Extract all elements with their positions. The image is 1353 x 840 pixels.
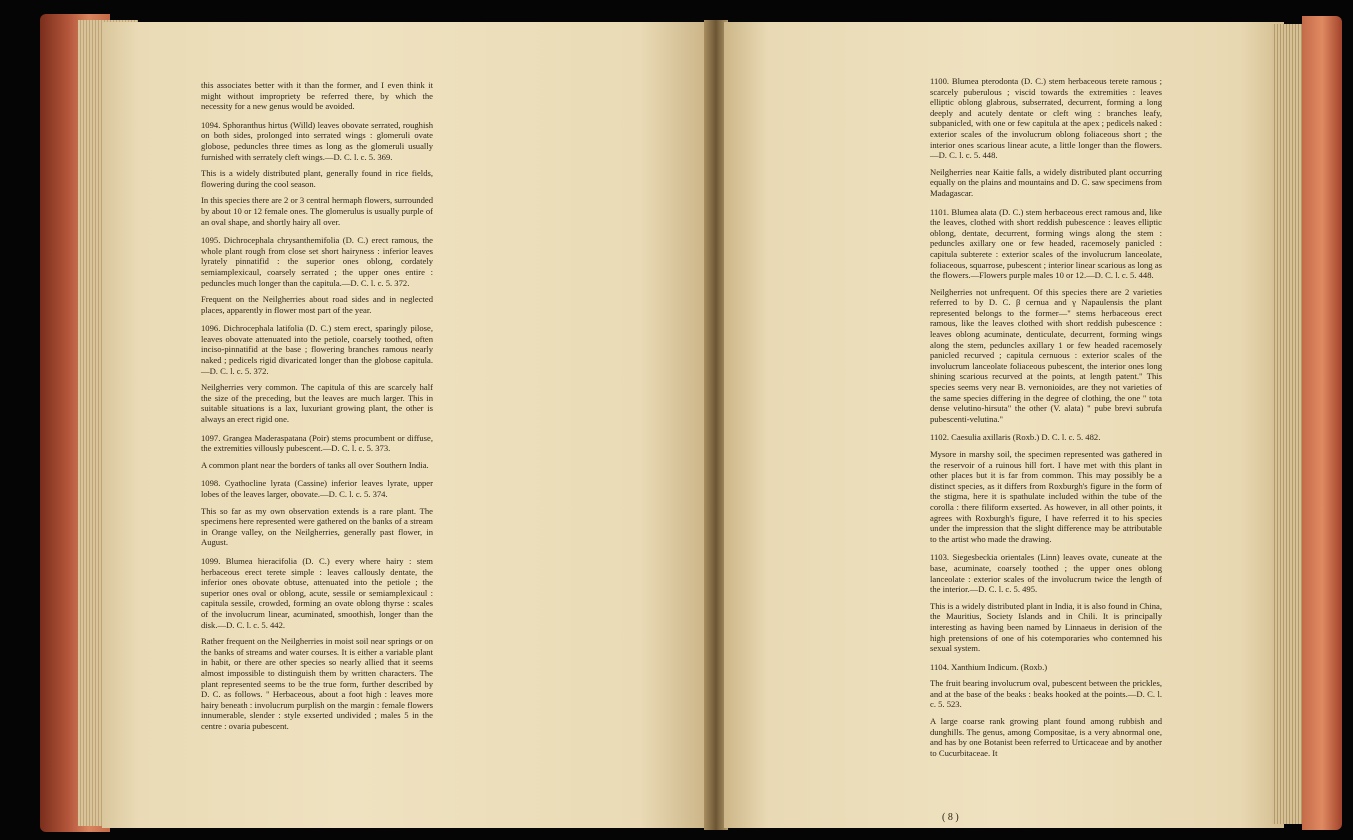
right-paragraph: 1104. Xanthium Indicum. (Roxb.) xyxy=(930,661,1048,672)
left-paragraph: this associates better with it than the former, and I even think it might without impropriety be referred there, by which the necessity for a new genus would be avoided. xyxy=(201,80,433,112)
left-paragraph: Frequent on the Neilgherries about road sides and in neglected places, apparently in flower most part of the year. xyxy=(201,294,433,315)
right-paragraph: The fruit bearing involucrum oval, pubescent between the prickles, and at the base of the beaks : beaks hooked at the points.—D. C. l. c. 5. 523. xyxy=(930,678,1162,710)
right-paragraph: A large coarse rank growing plant found among rubbish and dunghills. The genus, among Compositae, is a very abnormal one, and has by one Botanist been referred to Urticaceae and by another to Cucurbitaceae. It xyxy=(930,716,1162,758)
right-paragraph: Mysore in marshy soil, the specimen represented was gathered in the reservoir of a ruinous hill fort. I have met with this plant in other places but it is far from common. This may possibly be a distinct species, as it differs from Roxburgh's figure in the form of the stigma, here it is spathulate included within the tube of the corolla : there filiform exserted. As however, in all other points, it agrees with Roxburgh's figure, I have referred it to his species under the impression that the slight difference may be attributable to the artist who made the drawing. xyxy=(930,449,1162,544)
left-paragraph: 1094. Sphoranthus hirtus (Willd) leaves obovate serrated, roughish on both sides, prolonged into serrated wings : glomeruli ovate globose, peduncles three times as long as the glomeruli usually furnished with serrately cleft wings.—D. C. l. c. 5. 369. xyxy=(201,119,433,162)
left-paragraph: 1095. Dichrocephala chrysanthemifolia (D. C.) erect ramous, the whole plant rough from close set short hairyness : inferior leaves lyrately pinnatifid : the superior ones oblong, cordately semiamplexicaul, coarsely serrated ; the upper ones entire : peduncles much longer than the capitula.—D. C. l. c. 5. 372. xyxy=(201,235,433,288)
left-paragraph: 1099. Blumea hieracifolia (D. C.) every where hairy : stem herbaceous erect terete simple : leaves callously dentate, the inferior ones obovate obtuse, attenuated into the petiole ; the superior ones oval or oblong, acute, sessile or semiamplexicaul : capitula sessile, crowded, forming an ovate oblong thyrse : scales of the involucrum linear, acuminated, smoothish, longer than the disk.—D. C. l. c. 5. 442. xyxy=(201,555,433,630)
right-paragraph: This is a widely distributed plant in India, it is also found in China, the Mauritius, Society Islands and in Chili. It is principally interesting as having been named by Linnaeus in derision of the high pretensions of one of his cotemporaries who contemned his sexual system. xyxy=(930,600,1162,654)
left-paragraph: 1097. Grangea Maderaspatana (Poir) stems procumbent or diffuse, the extremities villously pubescent.—D. C. l. c. 5. 373. xyxy=(201,432,433,454)
right-paragraph: 1103. Siegesbeckia orientales (Linn) leaves ovate, cuneate at the base, acuminate, coarsely toothed ; the upper ones oblong lanceolate : exterior scales of the involucrum twice the length of the interior.—D. C. l. c. 5. 495. xyxy=(930,552,1162,595)
left-paragraph: This is a widely distributed plant, generally found in rice fields, flowering during the cool season. xyxy=(201,168,433,189)
left-paragraph: 1098. Cyathocline lyrata (Cassine) inferior leaves lyrate, upper lobes of the leaves larger, obovate.—D. C. l. c. 5. 374. xyxy=(201,478,433,499)
right-page-text xyxy=(930,76,1162,764)
right-paragraph: Neilgherries near Kaitie falls, a widely distributed plant occurring equally on the plains and mountains and D. C. saw specimens from Madagascar. xyxy=(930,166,1162,198)
left-paragraph: Rather frequent on the Neilgherries in moist soil near springs or on the banks of streams and water courses. It is either a variable plant in habit, or there are other species so nearly allied that it seems almost impossible to distinguish them by written characters. The plant represented seems to be the true form, further described by D. C. as follows. " Herbaceous, about a foot high : leaves more hairy beneath : involucrum purplish on the margin : female flowers innumerable, slender : style exserted undivided ; males 5 in the centre : ovaria pubescent. xyxy=(201,636,433,731)
left-paragraph: 1096. Dichrocephala latifolia (D. C.) stem erect, sparingly pilose, leaves obovate attenuated into the petiole, coarsely toothed, often inciso-pinnatifid at the base ; flowering branches ramous nearly naked ; pedicels rigid divaricated longer than the globose capitula.—D. C. l. c. 5. 372. xyxy=(201,323,433,376)
left-paragraph: Neilgherries very common. The capitula of this are scarcely half the size of the preceding, but the leaves are much larger. This in suitable situations is a lax, luxuriant growing plant, the other is always an erect rigid one. xyxy=(201,382,433,425)
left-page-text xyxy=(201,80,433,737)
page-number: ( 8 ) xyxy=(942,812,959,823)
left-paragraph: A common plant near the borders of tanks all over Southern India. xyxy=(201,459,429,470)
right-paragraph: 1101. Blumea alata (D. C.) stem herbaceous erect ramous and, like the leaves, clothed with short reddish pubescence : leaves elliptic oblong, dentate, decurrent, forming wings along the stem : peduncles axillary one or few headed, racemosely panicled : capitula subterete : exterior scales of the involucrum lanceolate, foliaceous, squarrose, pubescent ; interior linear scarious as long as the flowers.—Flowers purple males 10 or 12.—D. C. l. c. 5. 448. xyxy=(930,206,1162,281)
left-paragraph: This so far as my own observation extends is a rare plant. The specimens here represented were gathered on the banks of a stream in Orange valley, on the Neilgherries, generally past flower, in August. xyxy=(201,505,433,548)
right-paragraph: 1100. Blumea pterodonta (D. C.) stem herbaceous terete ramous ; scarcely puberulous ; viscid towards the extremities : leaves elliptic oblong glabrous, subserrated, decurrent, forming a long deeply and acutely dentate or cleft wing : branches leafy, subpanicled, with one or few capitula at the apex ; pedicels naked : exterior scales of the involucrum oblong foliaceous short ; the interior ones scarious linear acute, a little longer than the flowers.—D. C. l. c. 5. 448. xyxy=(930,76,1162,161)
right-paragraph: Neilgherries not unfrequent. Of this species there are 2 varieties referred to by D. C. β cernua and γ Napaulensis the plant represented belongs to the former—" stems herbaceous erect ramous, like the leaves clothed with short reddish pubescence : leaves oblong acuminate, denticulate, decurrent, forming wings along the stem, peduncles axillary 1 or few headed racemosely panicled recurved ; capitula cernuous : exterior scales of the involucrum lanceolate foliaceous pubescent, the interior ones long shining scarious recurved at the points, at length patent." This species seems very near B. vernonioides, are they not varieties of the same species differing in the degree of clothing, the one " tota dense velutino-hirsuta" the other (V. alata) " pube brevi subrufa pubescenti-velutina." xyxy=(930,286,1162,424)
right-cover xyxy=(1302,16,1342,830)
right-paragraph: 1102. Caesulia axillaris (Roxb.) D. C. l. c. 5. 482. xyxy=(930,432,1101,443)
left-paragraph: In this species there are 2 or 3 central hermaph flowers, surrounded by about 10 or 12 female ones. The glomerulus is usually purple of an oval shape, and shortly hairy all over. xyxy=(201,195,433,227)
